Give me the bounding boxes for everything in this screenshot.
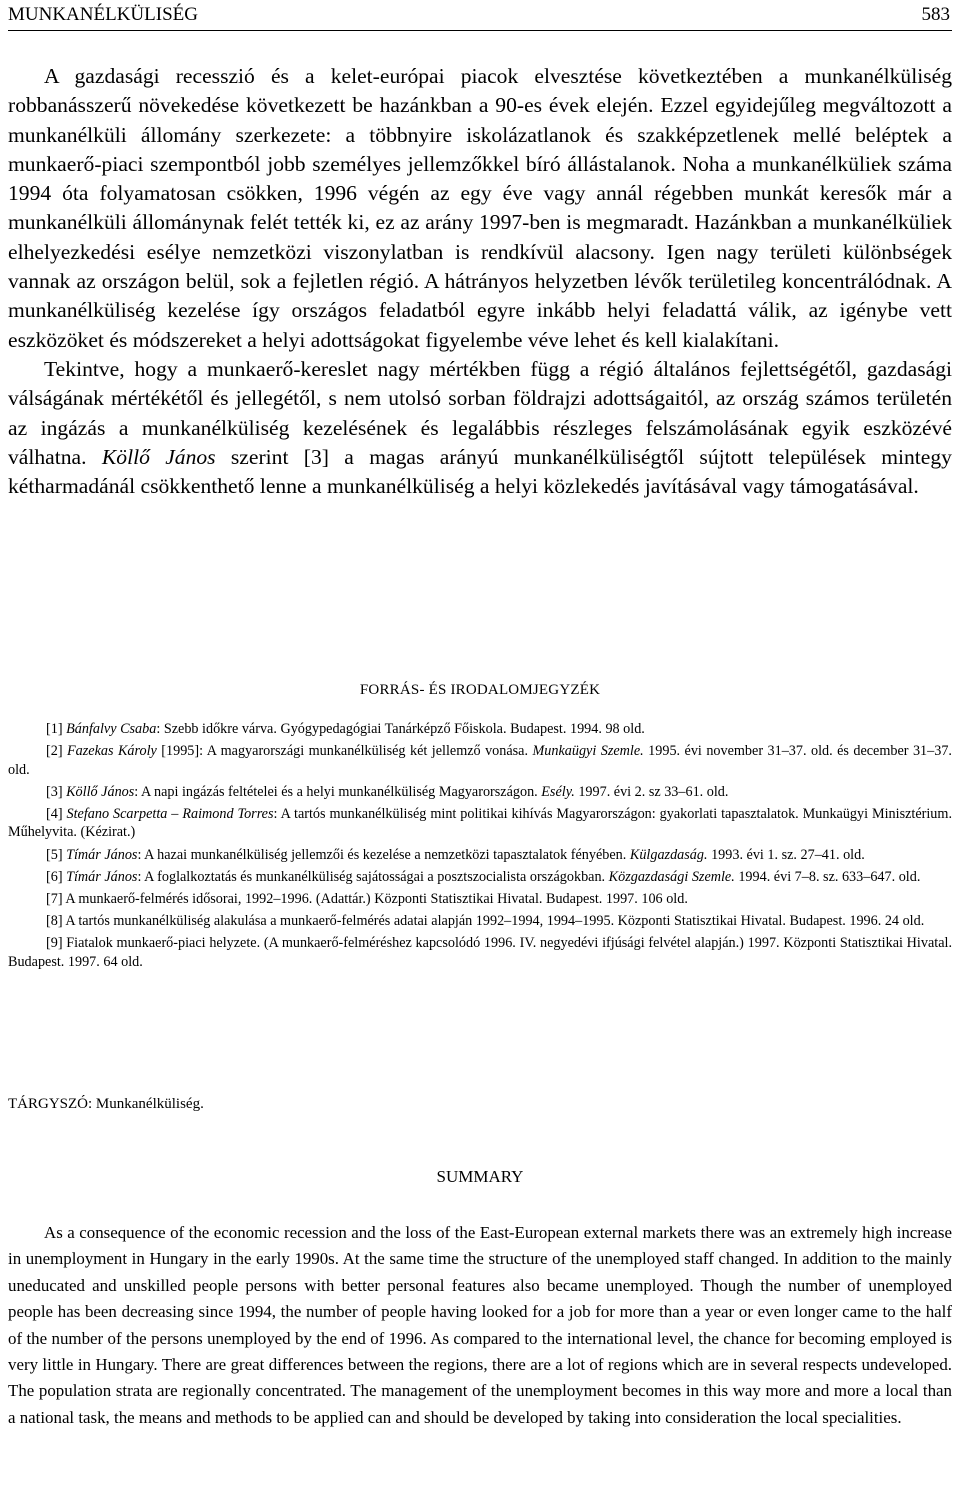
ref-number: [8] [46, 912, 66, 929]
paragraph-2-before: Tekintve, hogy a munkaerő-kereslet nagy mértékben függ a régió általános fejlettségétől, gazdasági válságának mértékétől és jellegétől, s nem utolsó sorban földrajzi adottságaitól, az ország számos területén az ingázás a munkanélküliség kezelésének és legalábbis részleges felszámolásának egyik eszközévé válhatna. [8, 356, 952, 469]
ref-journal: Közgazdasági Szemle. [608, 868, 735, 885]
summary-title: SUMMARY [436, 1167, 524, 1186]
cited-author: Köllő János [101, 444, 216, 469]
references-title: FORRÁS- ÉS IRODALOMJEGYZÉK [359, 682, 601, 698]
reference-item [8, 805, 952, 842]
ref-text: [1995]: A magyarországi munkanélküliség két jellemző vonása. [156, 743, 533, 760]
reference-item [8, 783, 952, 802]
keywords: TÁRGYSZÓ: Munkanélküliség. [8, 1096, 204, 1112]
ref-journal: Esély. [541, 783, 575, 800]
reference-item [8, 846, 952, 865]
reference-item [8, 720, 952, 739]
ref-number: [5] [46, 846, 67, 863]
ref-author: Stefano Scarpetta – Raimond Torres [66, 805, 274, 822]
ref-rest: 1994. évi 7–8. sz. 633–647. old. [734, 868, 921, 885]
ref-journal: Külgazdaság. [629, 846, 708, 863]
ref-journal: Munkaügyi Szemle. [532, 743, 644, 760]
ref-author: Fazekas Károly [67, 743, 157, 760]
ref-rest: 1997. évi 2. sz 33–61. old. [574, 783, 729, 800]
ref-text: : A tartós munkanélküliség mint politikai kihívás Magyarországon: gyakorlati tapasztalatok. Munkaügyi Minisztérium. Műhelyvita. (Kézirat.) [8, 805, 952, 841]
ref-rest: 1995. évi november 31–37. old. és december 31–37. old. [8, 743, 952, 778]
ref-rest: 1993. évi 1. sz. 27–41. old. [707, 846, 865, 863]
summary [8, 1220, 952, 1431]
reference-item [8, 912, 952, 931]
ref-text: : A foglalkoztatás és munkanélküliség sajátosságai a posztszocialista országokban. [137, 868, 609, 885]
ref-number: [6] [46, 868, 67, 885]
running-header [8, 4, 952, 31]
ref-number: [7] [46, 890, 66, 907]
page-number: 583 [921, 4, 950, 25]
ref-number: [3] [46, 783, 67, 800]
ref-author: Tímár János [66, 846, 138, 863]
summary-text: As a consequence of the economic recession and the loss of the East-European external markets there was an extremely high increase in unemployment in Hungary in the early 1990s. At the same time the structure of the unemployed staff changed. In addition to the mainly uneducated and unskilled people persons with better personal features also became unemployed. Though the number of unemployed people has been decreasing since 1994, the number of people having looked for a job for more than a year or even longer came to the half of the number of the persons unemployed by the end of 1996. As compared to the international level, the chance for becoming employed is very little in Hungary. There are great differences between the regions, there are a lot of regions which are in several respects undeveloped. The population strata are regionally concentrated. The management of the unemployment becomes in this way more and more a local than a national task, the means and methods to be applied can and should be developed by taking into consideration the local specialities. [8, 1223, 952, 1427]
references-list [8, 720, 952, 971]
reference-item [8, 742, 952, 779]
ref-author: Köllő János [66, 783, 135, 800]
ref-text: : A hazai munkanélküliség jellemzői és kezelése a nemzetközi tapasztalatok fényében. [137, 846, 630, 863]
ref-number: [9] [46, 934, 67, 951]
paragraph-1: A gazdasági recesszió és a kelet-európai piacok elvesztése következtében a munkanélküliség robbanásszerű növekedése következett be hazánkban a 90-es évek elején. Ezzel egyidejűleg megváltozott a munkanélküli állomány szerkezete: a többnyire iskolázatlanok és szakképzetlenek mellé beléptek a munkaerő-piaci szempontból jobb személyes jellemzőkkel bíró állástalanok. Noha a munkanélküliek száma 1994 óta folyamatosan csökken, 1996 végén az egy éve vagy annál régebben munkát keresők már a munkanélküli állománynak felét tették ki, ez az arány 1997-ben is megmaradt. Hazánkban a munkanélküliek elhelyezkedési esélye nemzetközi viszonylatban is rendkívül alacsony. Igen nagy területi különbségek vannak az országon belül, sok a fejletlen régió. A hátrányos helyzetben lévők területileg koncentrálódnak. A munkanélküliség kezelése így országos feladatból egyre inkább helyi feladattá válik, az igénybe vett eszközöket és módszereket a helyi adottságokat figyelembe véve lehet és kell kialakítani. [8, 64, 952, 352]
ref-text: A munkaerő-felmérés idősorai, 1992–1996. (Adattár.) Központi Statisztikai Hivatal. Budapest. 1997. 106 old. [65, 890, 688, 907]
ref-author: Tímár János [66, 868, 138, 885]
reference-item [8, 868, 952, 887]
ref-text: : Szebb időkre várva. Gyógypedagógiai Tanárképző Főiskola. Budapest. 1994. 98 old. [156, 721, 645, 737]
ref-text: Fiatalok munkaerő-piaci helyzete. (A munkaerő-felméréshez kapcsolódó 1996. IV. negyedévi ifjúsági felvétel alapján.) 1997. Központi Statisztikai Hivatal. Budapest. 1997. 64 old. [8, 934, 952, 970]
ref-text: : A napi ingázás feltételei és a helyi munkanélküliség Magyarországon. [134, 783, 542, 800]
ref-number: [1] [46, 721, 67, 737]
reference-item [8, 890, 952, 909]
ref-text: A tartós munkanélküliség alakulása a munkaerő-felmérés adatai alapján 1992–1994, 1994–1995. Központi Statisztikai Hivatal. Budapest. 1996. 24 old. [65, 912, 925, 929]
ref-number: [4] [46, 805, 67, 822]
ref-number: [2] [46, 743, 67, 760]
ref-author: Bánfalvy Csaba [66, 721, 157, 737]
paragraph-2-after: szerint [3] a magas arányú munkanélküliségtől sújtott települések mintegy kétharmadánál csökkenthető lenne a munkanélküliség a helyi közlekedés javításával vagy támogatásával. [8, 444, 952, 499]
main-text [8, 62, 952, 501]
paragraph-2 [8, 355, 952, 501]
running-title: MUNKANÉLKÜLISÉG [8, 4, 198, 25]
reference-item [8, 934, 952, 971]
